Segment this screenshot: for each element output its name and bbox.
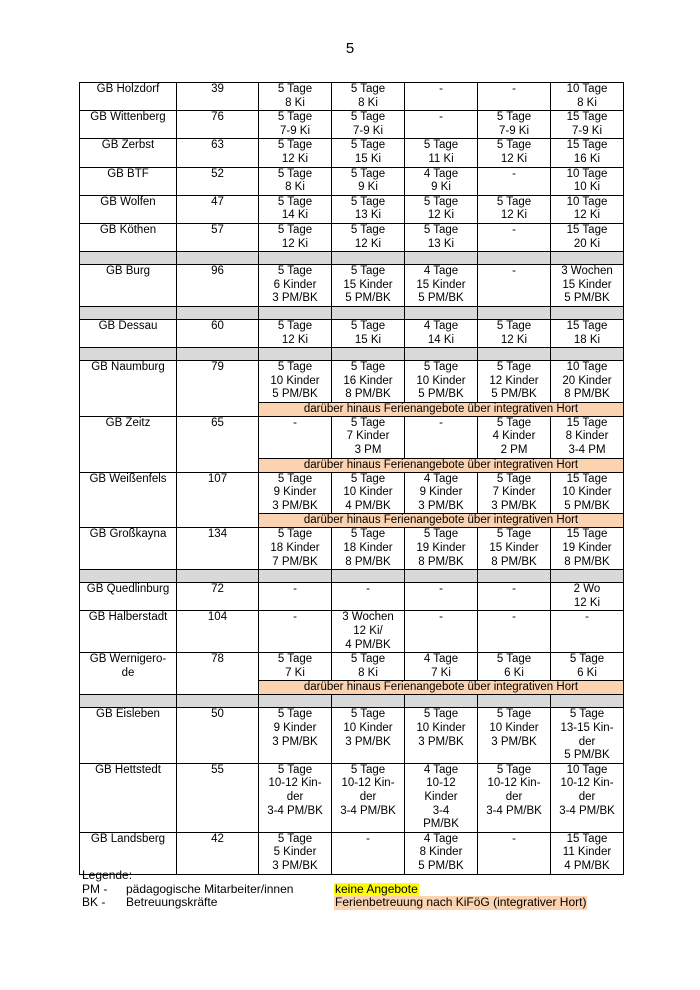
offer-cell: 5 Tage 10 Kinder 5 PM/BK: [405, 361, 478, 403]
unit-name: GB Landsberg: [80, 832, 177, 874]
offer-cell: 10 Tage 20 Kinder 8 PM/BK: [551, 361, 624, 403]
offer-cell: 5 Tage 6 Kinder 3 PM/BK: [259, 265, 332, 307]
separator-cell: [551, 570, 624, 583]
separator-cell: [177, 306, 259, 319]
offer-cell: -: [332, 832, 405, 874]
table-row: [80, 653, 624, 681]
offer-cell: 5 Tage 12 Ki: [478, 319, 551, 347]
unit-count: 79: [177, 361, 259, 417]
separator-cell: [551, 348, 624, 361]
offer-cell: 15 Tage 18 Ki: [551, 319, 624, 347]
offer-cell: -: [259, 611, 332, 653]
offer-cell: -: [405, 83, 478, 111]
table-body: [80, 83, 624, 875]
offer-cell: 4 Tage 9 Ki: [405, 167, 478, 195]
offer-cell: 5 Tage 15 Ki: [332, 139, 405, 167]
offer-cell: 5 Tage 11 Ki: [405, 139, 478, 167]
offer-cell: 4 Tage 7 Ki: [405, 653, 478, 681]
table-row: [80, 265, 624, 307]
table-row: [80, 139, 624, 167]
offer-cell: 5 Tage 8 Ki: [259, 167, 332, 195]
offer-cell: 4 Tage 10-12 Kinder 3-4 PM/BK: [405, 763, 478, 832]
unit-count: 52: [177, 167, 259, 195]
offer-cell: 5 Tage 10 Kinder 3 PM/BK: [478, 708, 551, 763]
unit-count: 78: [177, 653, 259, 695]
separator-cell: [405, 570, 478, 583]
offer-cell: 15 Tage 19 Kinder 8 PM/BK: [551, 528, 624, 570]
offer-cell: -: [478, 167, 551, 195]
separator-cell: [478, 306, 551, 319]
unit-count: 104: [177, 611, 259, 653]
offer-cell: -: [405, 111, 478, 139]
offer-cell: -: [259, 583, 332, 611]
offer-cell: 5 Tage 10 Kinder 5 PM/BK: [259, 361, 332, 403]
offer-cell: 5 Tage 7-9 Ki: [259, 111, 332, 139]
separator-cell: [259, 252, 332, 265]
offer-cell: 15 Tage 7-9 Ki: [551, 111, 624, 139]
offer-cell: -: [478, 223, 551, 251]
offer-cell: 5 Tage 10-12 Kin- der 3-4 PM/BK: [259, 763, 332, 832]
offer-cell: -: [478, 611, 551, 653]
legend-abbr-bk: BK -: [82, 895, 106, 910]
unit-name: GB Wittenberg: [80, 111, 177, 139]
separator-cell: [405, 306, 478, 319]
offer-cell: -: [332, 583, 405, 611]
unit-count: 42: [177, 832, 259, 874]
hort-note: darüber hinaus Ferienangebote über integrativen Hort: [259, 402, 624, 416]
hort-note: darüber hinaus Ferienangebote über integrativen Hort: [259, 681, 624, 695]
unit-name: GB Holzdorf: [80, 83, 177, 111]
table-row: [80, 763, 624, 832]
separator-cell: [259, 348, 332, 361]
table-row: [80, 708, 624, 763]
hort-note: darüber hinaus Ferienangebote über integrativen Hort: [259, 458, 624, 472]
hort-note: darüber hinaus Ferienangebote über integrativen Hort: [259, 514, 624, 528]
offer-cell: 5 Tage 14 Ki: [259, 195, 332, 223]
offer-cell: 15 Tage 11 Kinder 4 PM/BK: [551, 832, 624, 874]
unit-name: GB Hettstedt: [80, 763, 177, 832]
offer-cell: 5 Tage 12 Kinder 5 PM/BK: [478, 361, 551, 403]
separator-cell: [332, 570, 405, 583]
separator-cell: [478, 570, 551, 583]
offer-cell: 5 Tage 13 Ki: [405, 223, 478, 251]
unit-name: GB Halberstadt: [80, 611, 177, 653]
offer-cell: 3 Wochen 12 Ki/ 4 PM/BK: [332, 611, 405, 653]
offer-cell: 5 Tage 12 Ki: [259, 319, 332, 347]
unit-count: 76: [177, 111, 259, 139]
table-row: [80, 472, 624, 514]
table-row: [80, 583, 624, 611]
table-row: [80, 111, 624, 139]
offer-cell: -: [405, 611, 478, 653]
offer-cell: 5 Tage 8 Ki: [332, 83, 405, 111]
offer-cell: 5 Tage 15 Kinder 8 PM/BK: [478, 528, 551, 570]
offer-cell: 5 Tage 7 Ki: [259, 653, 332, 681]
legend-def-pm: pädagogische Mitarbeiter/innen: [126, 881, 294, 896]
offer-cell: 4 Tage 15 Kinder 5 PM/BK: [405, 265, 478, 307]
table-row: [80, 195, 624, 223]
separator-cell: [332, 306, 405, 319]
table-row: [80, 167, 624, 195]
unit-name: GB BTF: [80, 167, 177, 195]
offer-cell: 15 Tage 20 Ki: [551, 223, 624, 251]
offer-cell: -: [478, 265, 551, 307]
separator-row: [80, 252, 624, 265]
unit-count: 47: [177, 195, 259, 223]
unit-name: GB Wolfen: [80, 195, 177, 223]
offer-cell: 5 Tage 8 Ki: [259, 83, 332, 111]
offer-cell: 10 Tage 12 Ki: [551, 195, 624, 223]
offer-cell: 5 Tage 15 Kinder 5 PM/BK: [332, 265, 405, 307]
legend: [82, 868, 587, 910]
separator-cell: [332, 695, 405, 708]
separator-row: [80, 348, 624, 361]
offer-cell: 5 Tage 10 Kinder 3 PM/BK: [332, 708, 405, 763]
legend-no-offer-swatch: keine Angebote: [335, 881, 418, 896]
offer-cell: -: [551, 611, 624, 653]
separator-cell: [405, 695, 478, 708]
table-row: [80, 223, 624, 251]
unit-name: GB Burg: [80, 265, 177, 307]
offer-cell: 5 Tage 5 Kinder 3 PM/BK: [259, 832, 332, 874]
unit-name: GB Wernigero- de: [80, 653, 177, 695]
offer-cell: 10 Tage 10-12 Kin- der 3-4 PM/BK: [551, 763, 624, 832]
offer-cell: -: [478, 832, 551, 874]
unit-name: GB Dessau: [80, 319, 177, 347]
offer-cell: 5 Tage 12 Ki: [259, 139, 332, 167]
offer-cell: 5 Tage 13 Ki: [332, 195, 405, 223]
legend-abbr-pm: PM -: [82, 881, 108, 896]
separator-cell: [177, 695, 259, 708]
separator-cell: [177, 252, 259, 265]
offer-cell: 5 Tage 12 Ki: [405, 195, 478, 223]
offer-cell: 5 Tage 4 Kinder 2 PM: [478, 416, 551, 458]
unit-name: GB Naumburg: [80, 361, 177, 417]
separator-cell: [332, 348, 405, 361]
separator-row: [80, 570, 624, 583]
unit-count: 72: [177, 583, 259, 611]
offer-cell: 5 Tage 12 Ki: [478, 139, 551, 167]
page-number: 5: [345, 40, 355, 57]
unit-name: GB Großkayna: [80, 528, 177, 570]
offer-cell: 15 Tage 10 Kinder 5 PM/BK: [551, 472, 624, 514]
separator-cell: [80, 570, 177, 583]
separator-cell: [405, 252, 478, 265]
offer-cell: 4 Tage 9 Kinder 3 PM/BK: [405, 472, 478, 514]
table-row: [80, 361, 624, 403]
unit-count: 60: [177, 319, 259, 347]
offer-cell: 5 Tage 10 Kinder 3 PM/BK: [405, 708, 478, 763]
offer-cell: 3 Wochen 15 Kinder 5 PM/BK: [551, 265, 624, 307]
separator-cell: [80, 695, 177, 708]
unit-name: GB Zerbst: [80, 139, 177, 167]
offer-cell: 5 Tage 6 Ki: [551, 653, 624, 681]
offer-cell: 5 Tage 15 Ki: [332, 319, 405, 347]
separator-cell: [80, 252, 177, 265]
separator-row: [80, 695, 624, 708]
offer-cell: 5 Tage 19 Kinder 8 PM/BK: [405, 528, 478, 570]
unit-count: 39: [177, 83, 259, 111]
offer-cell: 5 Tage 8 Ki: [332, 653, 405, 681]
offer-cell: 5 Tage 10-12 Kin- der 3-4 PM/BK: [332, 763, 405, 832]
offer-cell: -: [405, 416, 478, 458]
offer-cell: 10 Tage 10 Ki: [551, 167, 624, 195]
unit-name: GB Weißenfels: [80, 472, 177, 528]
offer-cell: 5 Tage 7-9 Ki: [332, 111, 405, 139]
unit-count: 50: [177, 708, 259, 763]
separator-cell: [80, 306, 177, 319]
offer-cell: 5 Tage 18 Kinder 7 PM/BK: [259, 528, 332, 570]
separator-cell: [177, 348, 259, 361]
unit-count: 96: [177, 265, 259, 307]
offer-cell: 4 Tage 14 Ki: [405, 319, 478, 347]
separator-cell: [478, 252, 551, 265]
table-row: [80, 528, 624, 570]
legend-def-bk: Betreuungskräfte: [126, 895, 218, 910]
holiday-care-table: [79, 82, 624, 875]
separator-cell: [177, 570, 259, 583]
separator-cell: [405, 348, 478, 361]
table-row: [80, 83, 624, 111]
offer-cell: 10 Tage 8 Ki: [551, 83, 624, 111]
offer-cell: 5 Tage 12 Ki: [259, 223, 332, 251]
offer-cell: 5 Tage 12 Ki: [332, 223, 405, 251]
separator-cell: [259, 695, 332, 708]
separator-cell: [478, 348, 551, 361]
offer-cell: 5 Tage 7-9 Ki: [478, 111, 551, 139]
offer-cell: 5 Tage 10 Kinder 4 PM/BK: [332, 472, 405, 514]
table-row: [80, 832, 624, 874]
offer-cell: 15 Tage 8 Kinder 3-4 PM: [551, 416, 624, 458]
offer-cell: 5 Tage 9 Ki: [332, 167, 405, 195]
legend-title: Legende:: [82, 868, 133, 882]
separator-cell: [478, 695, 551, 708]
unit-count: 134: [177, 528, 259, 570]
unit-count: 55: [177, 763, 259, 832]
offer-cell: 5 Tage 12 Ki: [478, 195, 551, 223]
offer-cell: 5 Tage 18 Kinder 8 PM/BK: [332, 528, 405, 570]
unit-count: 107: [177, 472, 259, 528]
table-row: [80, 319, 624, 347]
unit-count: 57: [177, 223, 259, 251]
offer-cell: 5 Tage 13-15 Kin- der 5 PM/BK: [551, 708, 624, 763]
separator-cell: [259, 570, 332, 583]
unit-name: GB Zeitz: [80, 416, 177, 472]
unit-name: GB Eisleben: [80, 708, 177, 763]
separator-cell: [259, 306, 332, 319]
offer-cell: -: [405, 583, 478, 611]
separator-cell: [551, 252, 624, 265]
unit-name: GB Quedlinburg: [80, 583, 177, 611]
legend-hort-swatch: Ferienbetreuung nach KiFöG (integrativer Hort): [335, 895, 587, 910]
offer-cell: 5 Tage 10-12 Kin- der 3-4 PM/BK: [478, 763, 551, 832]
offer-cell: -: [478, 583, 551, 611]
offer-cell: 5 Tage 16 Kinder 8 PM/BK: [332, 361, 405, 403]
offer-cell: 5 Tage 6 Ki: [478, 653, 551, 681]
table-row: [80, 416, 624, 458]
separator-row: [80, 306, 624, 319]
offer-cell: 5 Tage 9 Kinder 3 PM/BK: [259, 472, 332, 514]
offer-cell: 4 Tage 8 Kinder 5 PM/BK: [405, 832, 478, 874]
offer-cell: 5 Tage 7 Kinder 3 PM: [332, 416, 405, 458]
separator-cell: [332, 252, 405, 265]
separator-cell: [551, 695, 624, 708]
unit-count: 63: [177, 139, 259, 167]
separator-cell: [551, 306, 624, 319]
unit-name: GB Köthen: [80, 223, 177, 251]
offer-cell: 15 Tage 16 Ki: [551, 139, 624, 167]
offer-cell: 2 Wo 12 Ki: [551, 583, 624, 611]
offer-cell: -: [478, 83, 551, 111]
table-row: [80, 611, 624, 653]
offer-cell: 5 Tage 9 Kinder 3 PM/BK: [259, 708, 332, 763]
unit-count: 65: [177, 416, 259, 472]
separator-cell: [80, 348, 177, 361]
offer-cell: -: [259, 416, 332, 458]
offer-cell: 5 Tage 7 Kinder 3 PM/BK: [478, 472, 551, 514]
